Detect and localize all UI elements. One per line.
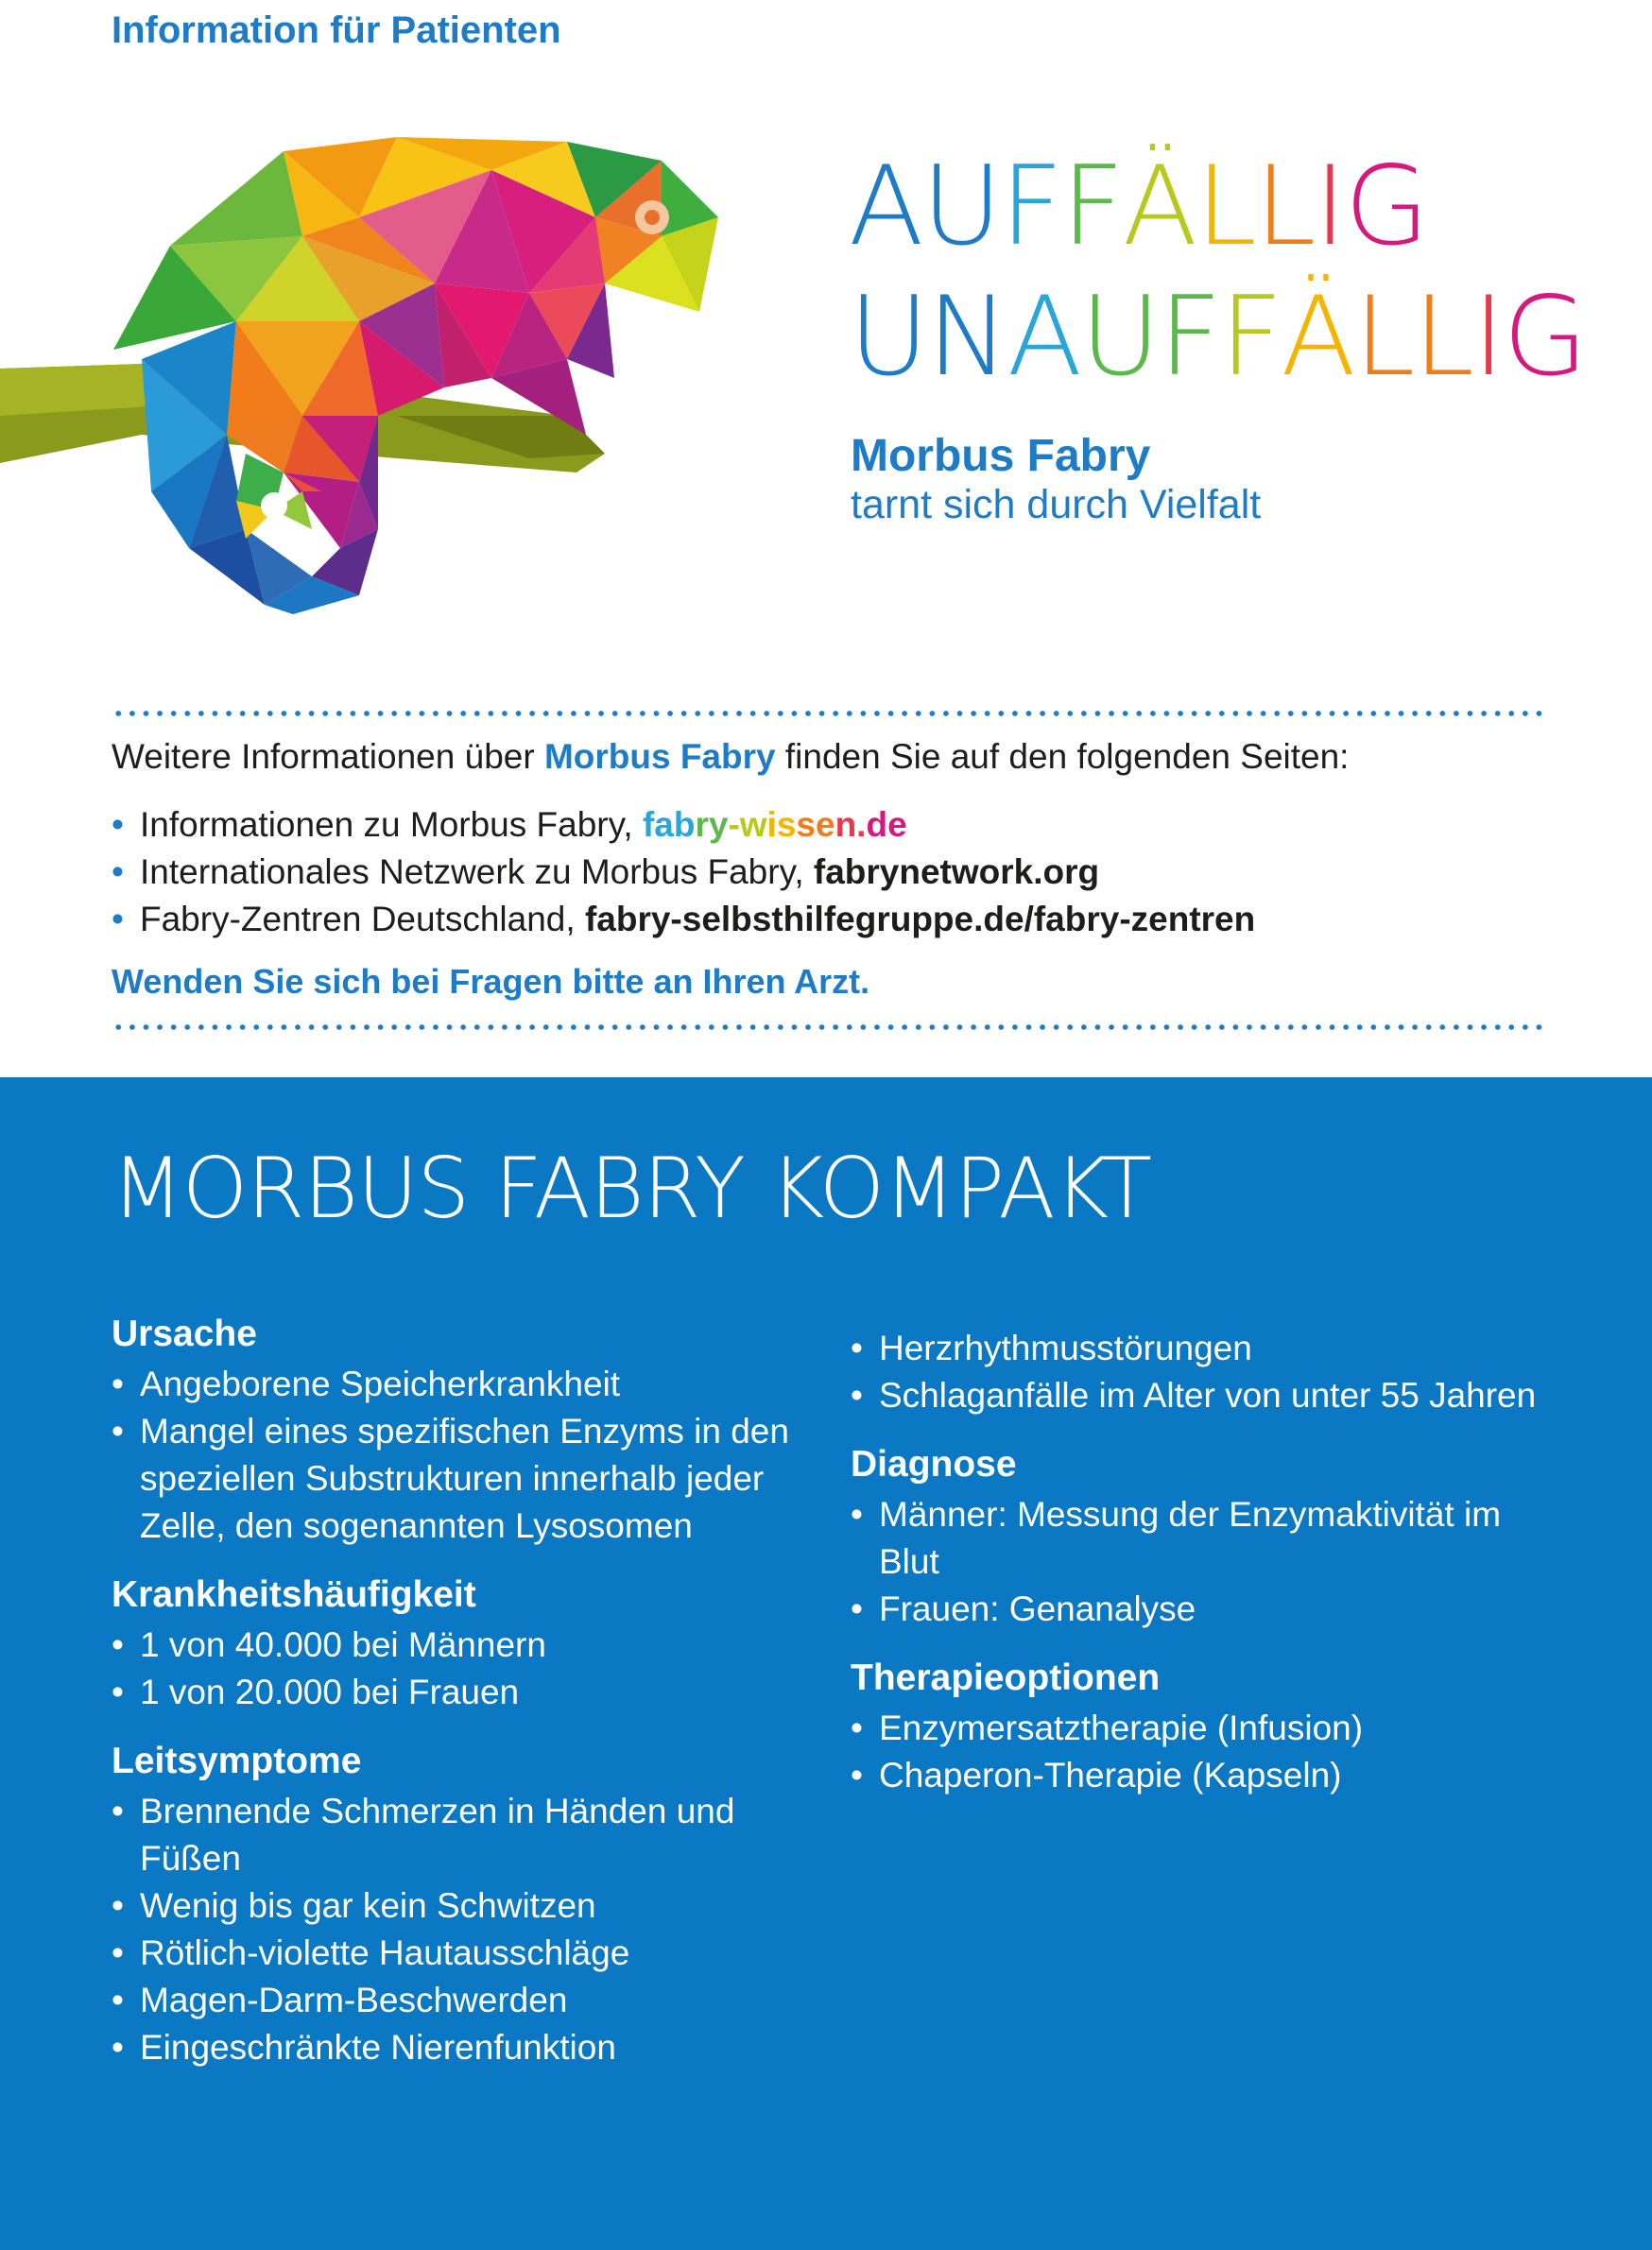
list-leitsymptome xyxy=(112,1788,830,2071)
headline-letter: Ä xyxy=(1281,273,1354,401)
compact-left-column xyxy=(112,1314,830,2096)
link-letter: b xyxy=(673,805,696,844)
info-intro-before: Weitere Informationen über xyxy=(112,737,544,776)
info-intro xyxy=(112,737,1349,777)
list-item: • Wenig bis gar kein Schwitzen xyxy=(112,1882,830,1930)
headline-line-1 xyxy=(849,142,1586,272)
link-item xyxy=(112,801,1255,849)
headline-letter: I xyxy=(1472,273,1504,401)
link-label: Fabry-Zentren Deutschland, xyxy=(140,900,585,938)
headline-letter: F xyxy=(1061,143,1123,270)
link-letter: n xyxy=(835,805,857,844)
link-letter: i xyxy=(766,805,777,844)
list-diagnose xyxy=(851,1491,1569,1633)
hero-title: Morbus Fabry xyxy=(851,431,1151,481)
list-item: • Männer: Messung der Enzymaktivität im Blut xyxy=(851,1491,1569,1586)
list-weitere-symptome xyxy=(851,1325,1569,1419)
headline-letter: F xyxy=(1000,143,1061,270)
headline-letter: U xyxy=(1080,273,1159,401)
link-fabry-zentren[interactable]: fabry-selbsthilfegruppe.de/fabry-zentren xyxy=(584,900,1256,938)
link-label: Informationen zu Morbus Fabry, xyxy=(140,805,643,844)
heading-diagnose: Diagnose xyxy=(851,1444,1017,1485)
list-item: • 1 von 40.000 bei Männern xyxy=(112,1622,830,1669)
headline-letter: L xyxy=(1254,143,1315,270)
list-item: • Schlaganfälle im Alter von unter 55 Jahren xyxy=(851,1372,1569,1419)
headline-letter: L xyxy=(1196,143,1255,270)
link-letter: r xyxy=(695,805,709,844)
chameleon-illustration xyxy=(0,132,728,633)
eyebrow-label: Information für Patienten xyxy=(112,9,561,51)
list-item: • Chaperon-Therapie (Kapseln) xyxy=(851,1752,1569,1799)
headline-letter: F xyxy=(1219,273,1282,401)
list-item: • Brennende Schmerzen in Händen und Füßen xyxy=(112,1788,830,1882)
headline-letter: N xyxy=(926,273,1007,401)
top-section xyxy=(0,0,1652,1077)
list-haeufigkeit xyxy=(112,1622,830,1716)
list-item: • Rötlich-violette Hautausschläge xyxy=(112,1930,830,1977)
list-item: • Herzrhythmusstörungen xyxy=(851,1325,1569,1372)
link-letter: e xyxy=(815,805,835,844)
list-item: • Frauen: Genanalyse xyxy=(851,1586,1569,1633)
heading-ursache: Ursache xyxy=(112,1314,257,1354)
heading-leitsymptome: Leitsymptome xyxy=(112,1741,362,1781)
link-list xyxy=(112,801,1255,943)
link-letter: - xyxy=(728,805,740,844)
list-therapie xyxy=(851,1705,1569,1799)
headline-letter: L xyxy=(1353,273,1414,401)
compact-right-column xyxy=(851,1325,1569,1824)
heading-haeufigkeit: Krankheitshäufigkeit xyxy=(112,1574,476,1615)
headline-letter: A xyxy=(849,143,922,270)
link-letter: f xyxy=(642,805,655,844)
list-item: • Mangel eines spezifischen Enzyms in den speziellen Substrukturen innerhalb jeder Zelle, den sogenannten Lysosomen xyxy=(112,1408,830,1550)
headline-letter: A xyxy=(1007,273,1081,401)
list-item: • Eingeschränkte Nierenfunktion xyxy=(112,2024,830,2071)
headline xyxy=(849,142,1586,403)
headline-letter: I xyxy=(1314,143,1345,270)
heading-therapie: Therapieoptionen xyxy=(851,1657,1161,1698)
headline-letter: Ä xyxy=(1122,143,1196,270)
headline-letter: F xyxy=(1158,273,1220,401)
headline-letter: U xyxy=(921,143,1001,270)
list-item: • Angeborene Speicherkrankheit xyxy=(112,1361,830,1408)
compact-section xyxy=(0,1077,1652,2250)
link-item xyxy=(112,896,1255,943)
link-fabrynetwork[interactable]: fabrynetwork.org xyxy=(813,852,1100,891)
list-ursache xyxy=(112,1361,830,1550)
link-letter: s xyxy=(776,805,797,844)
list-item: • Magen-Darm-Beschwerden xyxy=(112,1977,830,2024)
link-letter: y xyxy=(708,805,729,844)
headline-line-2 xyxy=(849,272,1586,403)
link-letter: w xyxy=(739,805,767,844)
link-letter: d xyxy=(866,805,888,844)
dotted-divider-bottom xyxy=(112,1024,1543,1030)
headline-letter: G xyxy=(1344,143,1428,270)
list-item: • 1 von 20.000 bei Frauen xyxy=(112,1669,830,1716)
info-intro-after: finden Sie auf den folgenden Seiten: xyxy=(775,737,1350,776)
link-letter: s xyxy=(796,805,816,844)
link-item xyxy=(112,849,1255,896)
link-letter: . xyxy=(856,805,867,844)
headline-letter: G xyxy=(1503,273,1587,401)
link-letter: e xyxy=(887,805,907,844)
compact-title: MORBUS FABRY KOMPAKT xyxy=(112,1140,1152,1237)
list-item: • Enzymersatztherapie (Infusion) xyxy=(851,1705,1569,1752)
headline-letter: L xyxy=(1413,273,1473,401)
dotted-divider-top xyxy=(112,711,1543,716)
link-fabry-wissen[interactable] xyxy=(643,805,907,844)
headline-letter: U xyxy=(849,273,927,401)
ask-doctor-note: Wenden Sie sich bei Fragen bitte an Ihren Arzt. xyxy=(112,962,870,1001)
link-label: Internationales Netzwerk zu Morbus Fabry, xyxy=(140,852,814,891)
link-letter: a xyxy=(654,805,674,844)
info-intro-highlight: Morbus Fabry xyxy=(543,737,776,776)
hero-tagline: tarnt sich durch Vielfalt xyxy=(851,482,1262,527)
